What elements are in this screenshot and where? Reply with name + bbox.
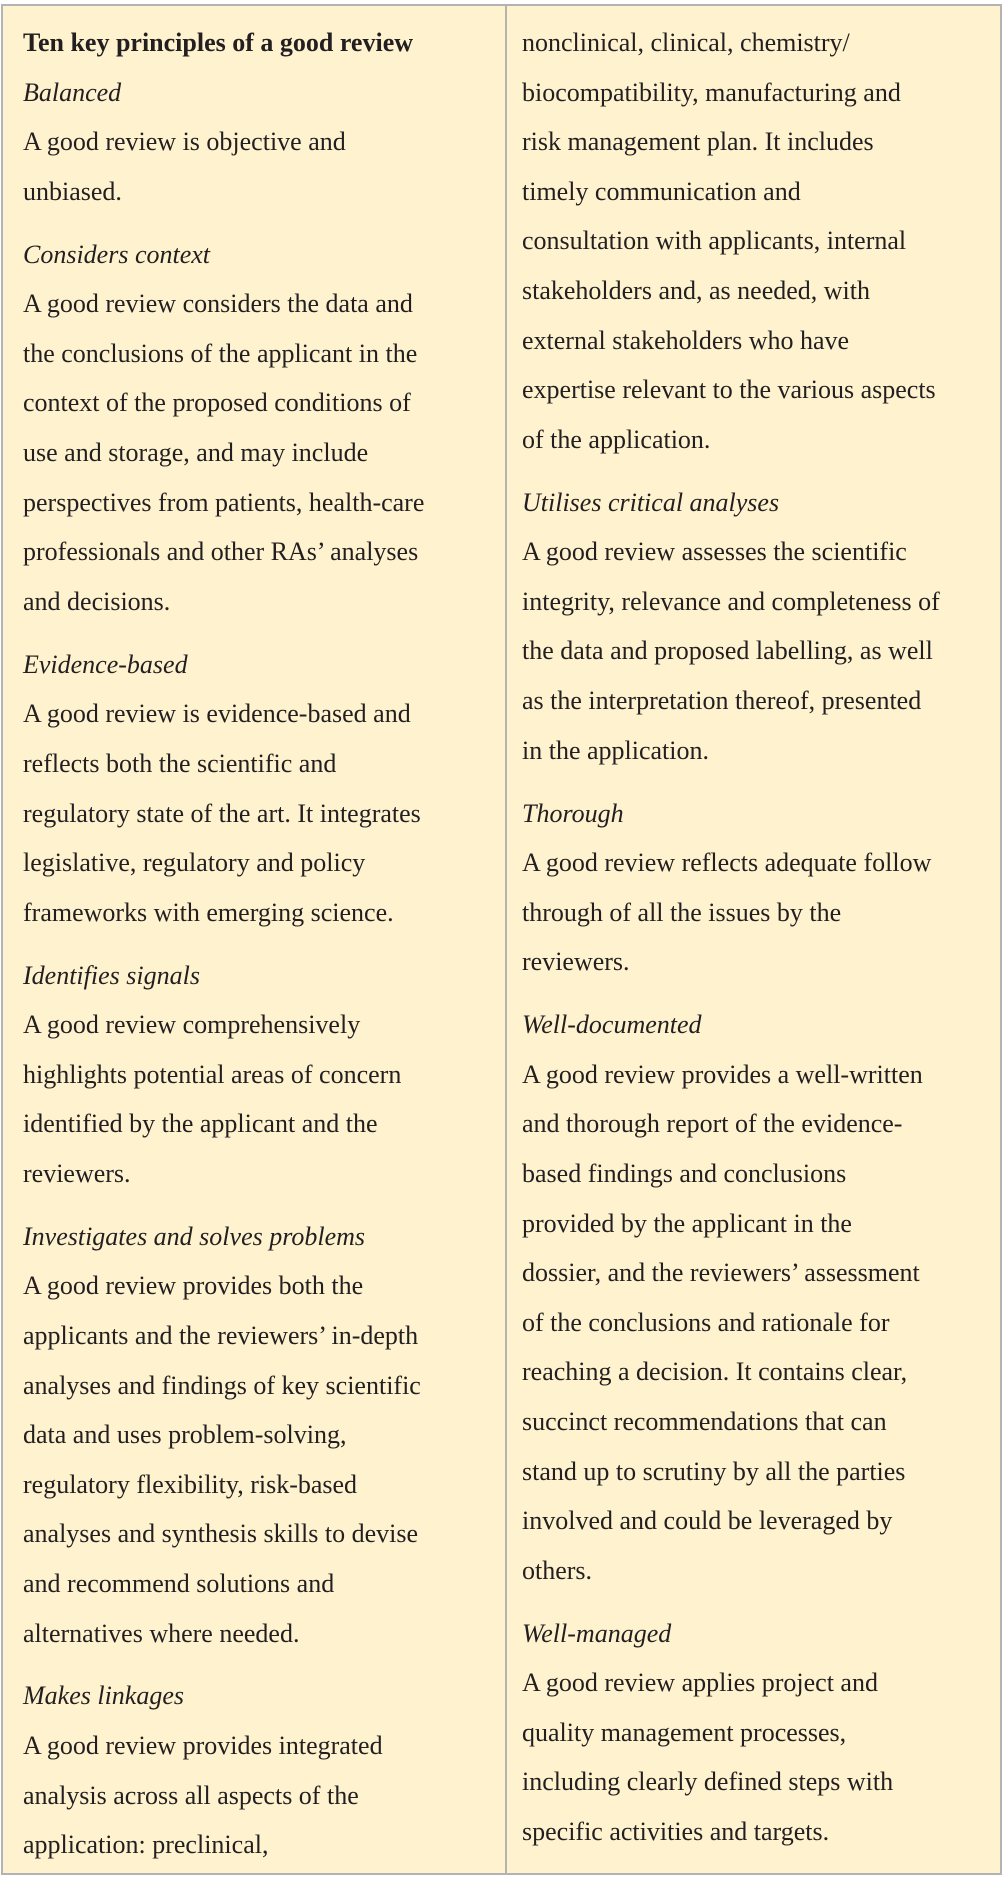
principle-section [23,1671,493,1869]
principle-text-line: identified by the applicant and the [23,1109,378,1139]
right-column [522,18,992,1857]
principle-text-line: legislative, regulatory and policy [23,848,366,878]
principle-text-line: A good review is objective and [23,127,346,157]
principle-text-line: timely communication and [522,176,801,206]
principle-text-line: A good review comprehensively [23,1010,361,1040]
principle-text-line: analyses and synthesis skills to devise [23,1519,419,1549]
principle-text-line: highlights potential areas of concern [23,1059,402,1089]
principle-text-line: analyses and findings of key scientific [23,1370,421,1400]
principle-text-line: in the application. [522,735,710,765]
principle-text-line: nonclinical, clinical, chemistry/ [522,28,850,57]
principle-text-line: succinct recommendations that can [522,1406,887,1436]
principle-text-line: external stakeholders who have [522,325,850,355]
principle-text-line: of the conclusions and rationale for [522,1307,890,1337]
principle-heading: Identifies signals [23,960,200,990]
principle-text-line: A good review provides a well-written [522,1059,923,1089]
principle-heading: Balanced [23,77,122,107]
principle-section [23,1212,493,1658]
principle-heading: Investigates and solves problems [23,1221,366,1251]
column-divider [505,6,507,1873]
principle-text-line: others. [522,1555,593,1585]
principle-heading: Makes linkages [23,1681,185,1711]
principle-text-line: reviewers. [522,947,630,977]
principle-section [522,1000,992,1595]
principle-text-line: stand up to scrutiny by all the parties [522,1456,906,1486]
principle-text-line: quality management processes, [522,1717,847,1747]
principle-text-line: perspectives from patients, health-care [23,487,425,517]
box-title: Ten key principles of a good review [23,28,414,57]
principle-text-line: A good review reflects adequate follow [522,848,932,878]
principle-text-line: use and storage, and may include [23,438,369,468]
principle-text-line: professionals and other RAs’ analyses [23,537,419,567]
principle-section [23,640,493,938]
principle-text-line: applicants and the reviewers’ in-depth [23,1321,419,1351]
principle-text-line: involved and could be leveraged by [522,1506,893,1536]
principle-text-line: and decisions. [23,586,171,616]
principle-heading: Well-managed [522,1618,672,1648]
principle-text-line: and recommend solutions and [23,1569,335,1598]
principle-section [522,789,992,987]
principles-box [1,4,1002,1875]
principle-text-line: and thorough report of the evidence- [522,1109,903,1139]
principle-heading: Evidence-based [23,649,188,679]
principle-text-line: A good review assesses the scientific [522,537,907,567]
principle-text-line: context of the proposed conditions of [23,388,411,418]
principle-heading: Thorough [522,798,624,828]
principle-text-line: reaching a decision. It contains clear, [522,1357,908,1387]
principle-text-line: dossier, and the reviewers’ assessment [522,1258,920,1288]
principle-text-line: regulatory state of the art. It integrates [23,798,421,828]
principle-text-line: alternatives where needed. [23,1618,300,1648]
left-column [23,18,493,1870]
principle-section [522,18,992,464]
principle-text-line: unbiased. [23,176,122,206]
principle-section [23,951,493,1199]
principle-section [23,230,493,627]
principle-text-line: reflects both the scientific and [23,748,337,778]
principle-text-line: regulatory flexibility, risk-based [23,1469,358,1499]
principle-text-line: expertise relevant to the various aspects [522,375,936,405]
principle-text-line: application: preclinical, [23,1830,269,1860]
principle-text-line: analysis across all aspects of the [23,1780,359,1810]
principle-text-line: including clearly defined steps with [522,1767,894,1797]
principle-text-line: based findings and conclusions [522,1158,847,1188]
principle-heading: Considers context [23,239,211,269]
principle-section [522,1609,992,1857]
principle-text-line: specific activities and targets. [522,1816,830,1846]
principle-section [522,478,992,776]
principle-text-line: the data and proposed labelling, as well [522,636,933,666]
principle-text-line: A good review is evidence-based and [23,699,411,729]
principle-text-line: reviewers. [23,1158,131,1188]
principle-text-line: risk management plan. It includes [522,127,874,157]
principle-text-line: A good review provides integrated [23,1731,383,1761]
principle-text-line: of the application. [522,424,711,454]
principle-heading: Well-documented [522,1010,702,1040]
principle-text-line: A good review considers the data and [23,289,413,319]
principle-heading: Utilises critical analyses [522,487,780,517]
principle-text-line: A good review applies project and [522,1668,878,1698]
principle-text-line: integrity, relevance and completeness of [522,586,940,616]
principle-text-line: the conclusions of the applicant in the [23,338,418,368]
principle-text-line: biocompatibility, manufacturing and [522,77,901,107]
principle-text-line: through of all the issues by the [522,897,842,927]
principle-text-line: data and uses problem-solving, [23,1420,347,1450]
principle-text-line: provided by the applicant in the [522,1208,852,1238]
principle-text-line: as the interpretation thereof, presented [522,686,922,716]
principle-text-line: frameworks with emerging science. [23,897,394,927]
principle-text-line: consultation with applicants, internal [522,226,907,256]
principle-text-line: stakeholders and, as needed, with [522,275,871,305]
principle-text-line: A good review provides both the [23,1271,364,1301]
principle-section [23,68,493,217]
